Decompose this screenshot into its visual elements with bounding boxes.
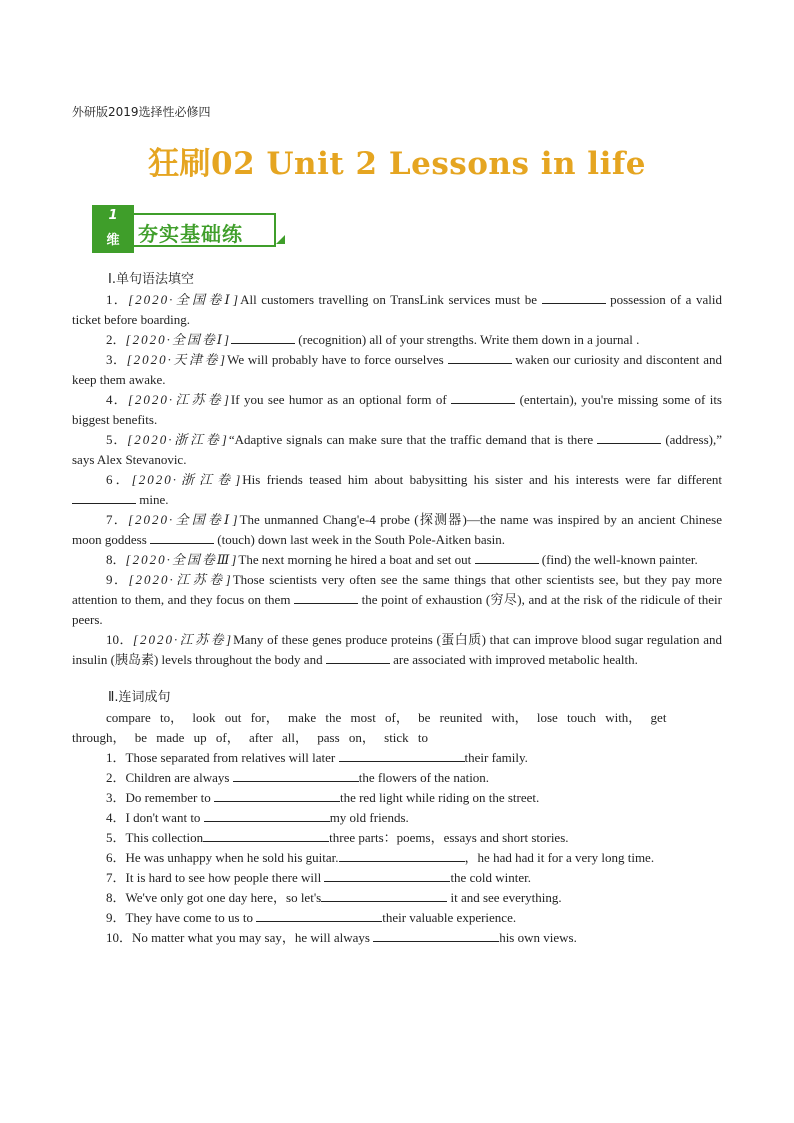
sentence-text: the red light while riding on the street. bbox=[339, 790, 540, 805]
question-number: 2． bbox=[106, 332, 126, 347]
question-text: The next morning he hired a boat and set out bbox=[238, 552, 475, 567]
question-text: (entertain), you're missing some of its biggest benefits. bbox=[72, 392, 722, 427]
question-source: [2020·江苏卷] bbox=[128, 572, 233, 587]
sentence-text: It is hard to see how people there will bbox=[125, 870, 325, 885]
sentence-item bbox=[72, 848, 722, 868]
question-text: His friends teased him about babysitting his sister and his interests were far different bbox=[242, 472, 722, 487]
exercise-content bbox=[72, 270, 722, 948]
question-text: Many of these genes produce proteins (蛋白质) that can improve blood sugar regulation and insulin (胰岛素) levels throughout the body and bbox=[72, 632, 722, 667]
question-number: 10． bbox=[106, 632, 133, 647]
answer-blank[interactable] bbox=[324, 869, 450, 882]
sentence-item bbox=[72, 908, 722, 928]
level-badge bbox=[92, 205, 134, 253]
sentence-number: 5． bbox=[106, 830, 126, 845]
question-text: are associated with improved metabolic health. bbox=[389, 652, 638, 667]
answer-blank[interactable] bbox=[339, 849, 465, 862]
answer-blank[interactable] bbox=[256, 909, 382, 922]
answer-blank[interactable] bbox=[373, 929, 499, 942]
question-number: 9． bbox=[106, 572, 129, 587]
answer-blank[interactable] bbox=[448, 351, 512, 364]
answer-blank[interactable] bbox=[150, 531, 214, 544]
question-number: 6． bbox=[106, 472, 132, 487]
question-number: 5． bbox=[106, 432, 128, 447]
sentence-text: three parts：poems，essays and short stories. bbox=[329, 830, 569, 845]
sentence-text: I don't want to bbox=[125, 810, 204, 825]
question-text: “Adaptive signals can make sure that the traffic demand that is there bbox=[228, 432, 598, 447]
banner-tag bbox=[134, 213, 276, 247]
answer-blank[interactable] bbox=[326, 651, 390, 664]
question-item bbox=[72, 290, 722, 330]
section-banner bbox=[92, 205, 287, 253]
question-number: 7． bbox=[106, 512, 128, 527]
header-note: 外研版2019选择性必修四 bbox=[72, 105, 211, 119]
sentence-text: They have come to us to bbox=[125, 910, 257, 925]
sentence-text: it and see everything. bbox=[447, 890, 562, 905]
answer-blank[interactable] bbox=[597, 431, 661, 444]
section2-list bbox=[72, 748, 722, 948]
answer-blank[interactable] bbox=[204, 809, 330, 822]
banner-label: 夯实基础练 bbox=[138, 222, 243, 246]
sentence-text: No matter what you may say，he will always bbox=[132, 930, 374, 945]
question-source: [2020·全国卷Ⅰ] bbox=[125, 332, 232, 347]
question-text: possession of a valid ticket before boarding. bbox=[72, 292, 722, 327]
level-unit: 维 bbox=[106, 233, 120, 248]
question-source: [2020·江苏卷] bbox=[127, 392, 231, 407]
sentence-text: my old friends. bbox=[329, 810, 409, 825]
sentence-number: 2． bbox=[106, 770, 126, 785]
level-number: 1 bbox=[108, 208, 118, 223]
answer-blank[interactable] bbox=[321, 889, 447, 902]
question-item bbox=[72, 430, 722, 470]
sentence-item bbox=[72, 768, 722, 788]
question-number: 4． bbox=[106, 392, 128, 407]
sentence-text: This collection bbox=[125, 830, 204, 845]
question-source: [2020·全国卷Ⅰ] bbox=[128, 292, 241, 307]
question-text: mine. bbox=[136, 492, 169, 507]
sentence-item bbox=[72, 868, 722, 888]
question-number: 3． bbox=[106, 352, 127, 367]
question-source: [2020·江苏卷] bbox=[132, 632, 234, 647]
question-number: 8． bbox=[106, 552, 126, 567]
question-item bbox=[72, 570, 722, 630]
question-text: The unmanned Chang'e-4 probe (探测器)—the name was inspired by an ancient Chinese moon goddess bbox=[72, 512, 722, 547]
answer-blank[interactable] bbox=[214, 789, 340, 802]
sentence-number: 8． bbox=[106, 890, 126, 905]
sentence-text: the cold winter. bbox=[450, 870, 531, 885]
sentence-number: 4． bbox=[106, 810, 126, 825]
question-source: [2020·浙江卷] bbox=[127, 432, 229, 447]
question-text: Those scientists very often see the same things that other scientists see, but they pay more attention to them, and they focus on them bbox=[72, 572, 722, 607]
question-item bbox=[72, 330, 722, 350]
question-text: All customers travelling on TransLink services must be bbox=[240, 292, 542, 307]
question-text: We will probably have to force ourselves bbox=[227, 352, 448, 367]
question-source: [2020·浙江卷] bbox=[131, 472, 243, 487]
question-item bbox=[72, 550, 722, 570]
question-text: (touch) down last week in the South Pole-Aitken basin. bbox=[214, 532, 506, 547]
question-source: [2020·天津卷] bbox=[126, 352, 228, 367]
section1-heading: Ⅰ.单句语法填空 bbox=[108, 272, 194, 287]
answer-blank[interactable] bbox=[542, 291, 606, 304]
question-item bbox=[72, 470, 722, 510]
sentence-item bbox=[72, 828, 722, 848]
sentence-text: Do remember to bbox=[125, 790, 214, 805]
answer-blank[interactable] bbox=[233, 769, 359, 782]
sentence-item bbox=[72, 888, 722, 908]
sentence-text: his own views. bbox=[499, 930, 577, 945]
page-title: 狂刷02 Unit 2 Lessons in life bbox=[148, 146, 646, 182]
sentence-number: 3． bbox=[106, 790, 126, 805]
question-text: (address),” says Alex Stevanovic. bbox=[72, 432, 722, 467]
answer-blank[interactable] bbox=[231, 331, 295, 344]
sentence-item bbox=[72, 788, 722, 808]
banner-corner-decoration bbox=[276, 235, 285, 244]
answer-blank[interactable] bbox=[339, 749, 465, 762]
sentence-text: Children are always bbox=[125, 770, 233, 785]
question-text: (find) the well-known painter. bbox=[538, 552, 698, 567]
question-source: [2020·全国卷Ⅰ] bbox=[127, 512, 240, 527]
sentence-text: He was unhappy when he sold his guitar. bbox=[125, 850, 339, 865]
answer-blank[interactable] bbox=[72, 491, 136, 504]
question-text: If you see humor as an optional form of bbox=[230, 392, 452, 407]
answer-blank[interactable] bbox=[475, 551, 539, 564]
sentence-number: 6． bbox=[106, 850, 126, 865]
answer-blank[interactable] bbox=[451, 391, 515, 404]
sentence-text: their valuable experience. bbox=[382, 910, 517, 925]
sentence-number: 1． bbox=[106, 750, 126, 765]
sentence-item bbox=[72, 808, 722, 828]
sentence-text: their family. bbox=[464, 750, 528, 765]
sentence-item bbox=[72, 928, 722, 948]
sentence-text: Those separated from relatives will later bbox=[125, 750, 339, 765]
question-source: [2020·全国卷Ⅲ] bbox=[125, 552, 239, 567]
question-text: the point of exhaustion (穷尽), and at the risk of the ridicule of their peers. bbox=[72, 592, 722, 627]
phrase-bank: compare to， look out for， make the most of， be reunited with， lose touch with， get through， be made up of， after all， pass on， stick to bbox=[72, 710, 667, 745]
answer-blank[interactable] bbox=[294, 591, 358, 604]
question-item bbox=[72, 630, 722, 670]
question-text: waken our curiosity and discontent and keep them awake. bbox=[72, 352, 722, 387]
question-text: (recognition) all of your strengths. Write them down in a journal . bbox=[295, 332, 640, 347]
sentence-number: 10． bbox=[106, 930, 133, 945]
section2-heading: Ⅱ.连词成句 bbox=[108, 690, 171, 705]
sentence-text: ，he had had it for a very long time. bbox=[464, 850, 655, 865]
sentence-item bbox=[72, 748, 722, 768]
sentence-number: 9． bbox=[106, 910, 126, 925]
section1-list bbox=[72, 290, 722, 670]
sentence-text: the flowers of the nation. bbox=[358, 770, 490, 785]
answer-blank[interactable] bbox=[203, 829, 329, 842]
question-item bbox=[72, 390, 722, 430]
sentence-number: 7． bbox=[106, 870, 126, 885]
question-number: 1． bbox=[106, 292, 129, 307]
question-item bbox=[72, 510, 722, 550]
sentence-text: We've only got one day here，so let's bbox=[125, 890, 322, 905]
question-item bbox=[72, 350, 722, 390]
